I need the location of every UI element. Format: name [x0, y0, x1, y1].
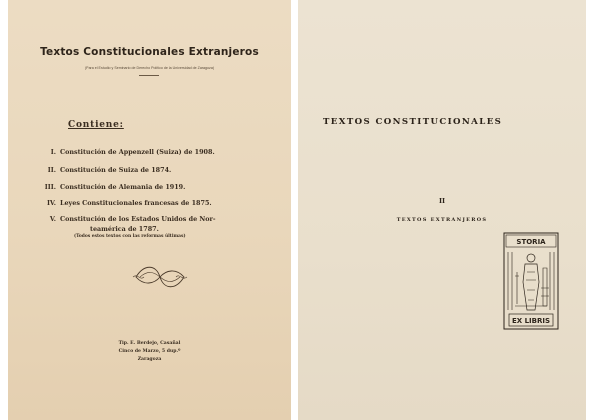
contents-item [40, 199, 212, 207]
volume-number: II [438, 197, 446, 205]
bookplate-stamp [503, 232, 559, 330]
left-page [8, 0, 291, 420]
contents-item-text: Leyes Constitucionales francesas de 1875. [60, 199, 212, 207]
left-page-title: Textos Constitucionales Extranjeros [40, 46, 259, 58]
contents-item [40, 148, 215, 156]
right-page-title: TEXTOS CONSTITUCIONALES [323, 117, 503, 127]
right-page-subtitle: TEXTOS EXTRANJEROS [396, 217, 488, 223]
contents-item-continuation: teamérica de 1787. [90, 225, 159, 233]
printer-line: Tip. E. Berdejo, Casañal [118, 341, 181, 346]
bookplate-bottom-text: EX LIBRIS [511, 317, 551, 325]
contents-item-text: Constitución de Suiza de 1874. [60, 166, 172, 174]
contents-item [40, 166, 171, 174]
contents-item-text: Constitución de Alemania de 1919. [60, 183, 186, 191]
contents-item [40, 183, 185, 191]
contents-heading: Contiene: [68, 120, 124, 130]
contents-item-number: IV. [46, 199, 56, 207]
contents-item [40, 215, 216, 223]
contents-item-number: II. [47, 166, 56, 174]
left-page-subtitle: (Para el Estudio y Seminario de Derecho Político de la Universidad de Zaragoza) [84, 66, 215, 70]
contents-item-number: III. [44, 183, 56, 191]
contents-item-text: Constitución de los Estados Unidos de Nor- [60, 215, 216, 223]
printer-line: Zaragoza [137, 357, 162, 362]
contents-item-number: I. [50, 148, 56, 156]
divider [139, 75, 159, 76]
contents-note: (Todos estos textos con las reformas últimas) [74, 234, 186, 239]
contents-item-number: V. [49, 215, 56, 223]
right-page [298, 0, 586, 420]
contents-item-text: Constitución de Appenzell (Suiza) de 1908. [60, 148, 215, 156]
flourish-ornament [130, 262, 190, 292]
printer-line: Cinco de Marzo, 5 dup.º [118, 349, 181, 354]
bookplate-top-text: STORIA [516, 238, 546, 246]
